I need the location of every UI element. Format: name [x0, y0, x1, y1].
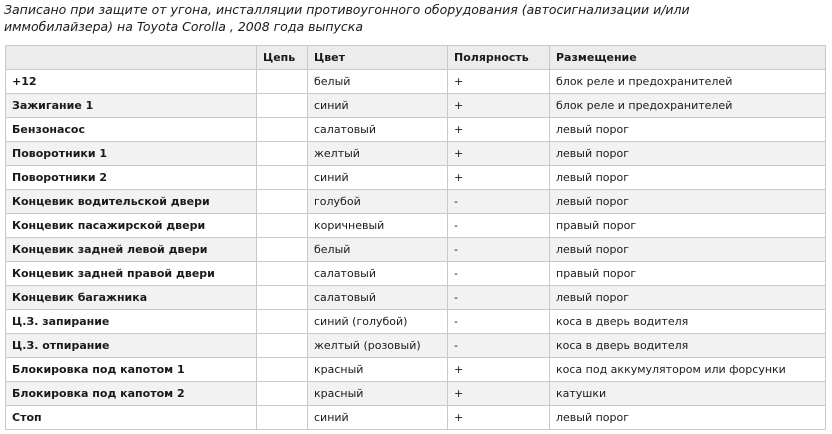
cell-color: салатовый	[308, 262, 448, 286]
cell-color: коричневый	[308, 214, 448, 238]
cell-name: Блокировка под капотом 2	[6, 382, 257, 406]
header-polarity: Полярность	[448, 46, 550, 70]
cell-name: Концевик задней правой двери	[6, 262, 257, 286]
cell-chain	[257, 166, 308, 190]
cell-name: Ц.З. запирание	[6, 310, 257, 334]
table-row	[6, 286, 826, 310]
table-row	[6, 118, 826, 142]
cell-location: коса под аккумулятором или форсунки	[550, 358, 826, 382]
cell-location: блок реле и предохранителей	[550, 70, 826, 94]
cell-chain	[257, 358, 308, 382]
cell-location: правый порог	[550, 262, 826, 286]
cell-polarity: -	[448, 214, 550, 238]
table-row	[6, 214, 826, 238]
cell-location: левый порог	[550, 238, 826, 262]
table-row	[6, 166, 826, 190]
table-row	[6, 382, 826, 406]
cell-name: Зажигание 1	[6, 94, 257, 118]
header-location: Размещение	[550, 46, 826, 70]
cell-polarity: +	[448, 142, 550, 166]
cell-color: красный	[308, 358, 448, 382]
table-row	[6, 190, 826, 214]
cell-color: салатовый	[308, 118, 448, 142]
cell-name: Стоп	[6, 406, 257, 430]
cell-polarity: +	[448, 94, 550, 118]
table-row	[6, 238, 826, 262]
cell-polarity: -	[448, 262, 550, 286]
cell-chain	[257, 310, 308, 334]
table-row	[6, 70, 826, 94]
cell-color: белый	[308, 238, 448, 262]
cell-location: левый порог	[550, 190, 826, 214]
cell-name: Поворотники 2	[6, 166, 257, 190]
cell-polarity: +	[448, 70, 550, 94]
cell-name: Ц.З. отпирание	[6, 334, 257, 358]
cell-chain	[257, 262, 308, 286]
cell-color: синий (голубой)	[308, 310, 448, 334]
cell-chain	[257, 70, 308, 94]
table-body	[6, 70, 826, 430]
cell-polarity: -	[448, 190, 550, 214]
table-row	[6, 94, 826, 118]
cell-name: Концевик багажника	[6, 286, 257, 310]
header-color: Цвет	[308, 46, 448, 70]
cell-chain	[257, 142, 308, 166]
cell-chain	[257, 190, 308, 214]
cell-chain	[257, 94, 308, 118]
cell-polarity: +	[448, 118, 550, 142]
cell-location: коса в дверь водителя	[550, 310, 826, 334]
cell-chain	[257, 334, 308, 358]
cell-name: +12	[6, 70, 257, 94]
cell-polarity: +	[448, 358, 550, 382]
cell-chain	[257, 238, 308, 262]
cell-chain	[257, 382, 308, 406]
cell-color: желтый	[308, 142, 448, 166]
cell-chain	[257, 406, 308, 430]
table-row	[6, 358, 826, 382]
header-row	[6, 46, 826, 70]
table-row	[6, 334, 826, 358]
cell-location: блок реле и предохранителей	[550, 94, 826, 118]
header-name	[6, 46, 257, 70]
table-row	[6, 262, 826, 286]
cell-polarity: -	[448, 286, 550, 310]
cell-chain	[257, 286, 308, 310]
table-header	[6, 46, 826, 70]
cell-location: коса в дверь водителя	[550, 334, 826, 358]
caption-line-1: Записано при защите от угона, инсталляции противоугонного оборудования (автосигнализации и/или	[4, 2, 690, 17]
cell-chain	[257, 214, 308, 238]
cell-color: голубой	[308, 190, 448, 214]
cell-chain	[257, 118, 308, 142]
table-row	[6, 142, 826, 166]
cell-location: левый порог	[550, 118, 826, 142]
cell-color: желтый (розовый)	[308, 334, 448, 358]
cell-location: правый порог	[550, 214, 826, 238]
table-row	[6, 310, 826, 334]
cell-polarity: +	[448, 166, 550, 190]
cell-name: Концевик пасажирской двери	[6, 214, 257, 238]
cell-location: левый порог	[550, 142, 826, 166]
cell-name: Концевик задней левой двери	[6, 238, 257, 262]
page-caption	[4, 1, 824, 35]
cell-color: синий	[308, 406, 448, 430]
cell-name: Блокировка под капотом 1	[6, 358, 257, 382]
cell-name: Поворотники 1	[6, 142, 257, 166]
cell-name: Концевик водительской двери	[6, 190, 257, 214]
cell-color: синий	[308, 94, 448, 118]
caption-line-2: иммобилайзера) на Toyota Corolla , 2008 года выпуска	[4, 19, 363, 34]
table-row	[6, 406, 826, 430]
cell-location: левый порог	[550, 166, 826, 190]
cell-location: левый порог	[550, 406, 826, 430]
cell-polarity: -	[448, 334, 550, 358]
cell-polarity: +	[448, 382, 550, 406]
cell-color: салатовый	[308, 286, 448, 310]
cell-color: синий	[308, 166, 448, 190]
cell-color: белый	[308, 70, 448, 94]
cell-name: Бензонасос	[6, 118, 257, 142]
cell-polarity: -	[448, 238, 550, 262]
wiring-table	[5, 45, 826, 430]
cell-location: катушки	[550, 382, 826, 406]
cell-polarity: +	[448, 406, 550, 430]
cell-location: левый порог	[550, 286, 826, 310]
cell-color: красный	[308, 382, 448, 406]
cell-polarity: -	[448, 310, 550, 334]
header-chain: Цепь	[257, 46, 308, 70]
